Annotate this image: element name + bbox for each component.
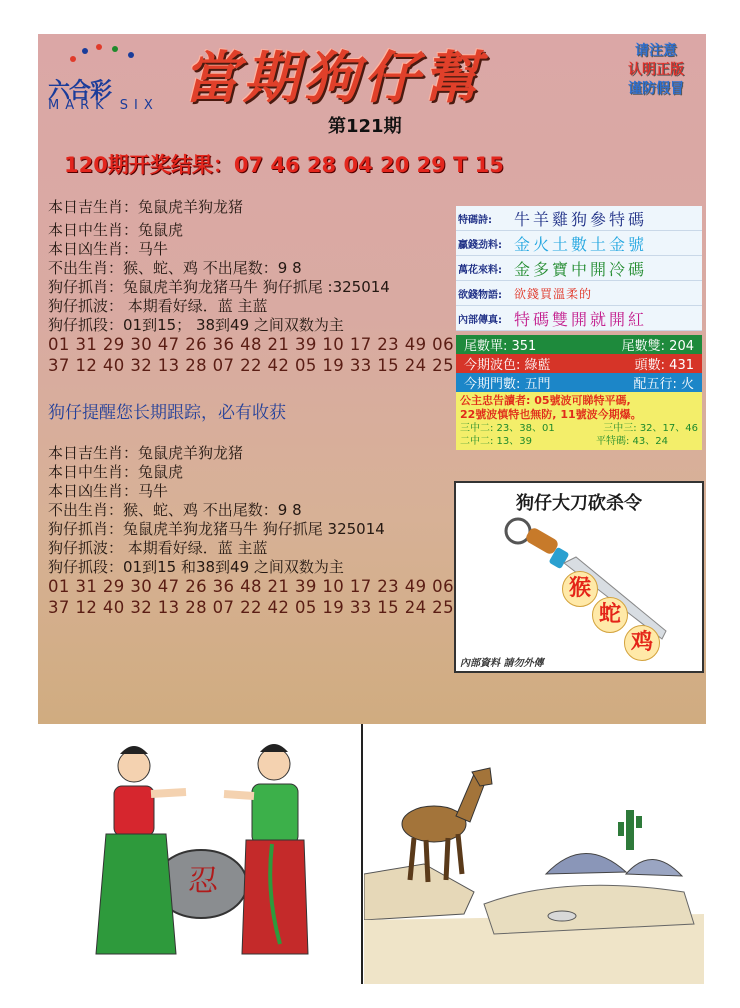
panel-label: 內部傳真: bbox=[458, 314, 502, 326]
lucky-zodiac: 本日吉生肖：兔鼠虎羊狗龙猪 bbox=[48, 198, 244, 216]
combo-3-3: 三中三: 32、17、46 bbox=[603, 423, 698, 434]
hit-zodiac: 本日中生肖：兔鼠虎 bbox=[48, 221, 184, 239]
panel-row-winning bbox=[456, 231, 702, 256]
advice-box bbox=[456, 392, 702, 450]
illustration-divider bbox=[361, 724, 363, 984]
horse-drawing bbox=[364, 724, 704, 984]
zodiac-snake: 蛇 bbox=[592, 597, 628, 633]
unlucky-zodiac: 本日凶生肖：马牛 bbox=[48, 240, 169, 258]
tail-even: 尾數雙: 204 bbox=[621, 339, 694, 354]
tail-odd: 尾數單: 351 bbox=[464, 339, 537, 354]
combo-3-2: 三中二: 23、38、01 bbox=[460, 423, 555, 434]
page-title: 當期狗仔幫 bbox=[183, 45, 483, 111]
picked-color: 狗仔抓波： 本期看好绿．蓝 主蓝 bbox=[48, 539, 268, 557]
lucky-zodiac: 本日吉生肖：兔鼠虎羊狗龙猪 bbox=[48, 444, 244, 462]
excluded-zodiac: 不出生肖：猴、蛇、鸡 不出尾数：9 8 bbox=[48, 501, 302, 519]
advice-line-2: 22號波慎特也無防, 11號波今期爆。 bbox=[460, 408, 642, 421]
info-panel bbox=[456, 206, 702, 450]
panel-value: 欲錢買溫柔的 bbox=[514, 286, 593, 301]
sword-title: 狗仔大刀砍杀令 bbox=[516, 493, 642, 514]
zodiac-monkey: 猴 bbox=[562, 571, 598, 607]
sword-kill-box bbox=[454, 481, 704, 673]
zodiac-rooster: 鸡 bbox=[624, 625, 660, 661]
notice-line-1: 请注意 bbox=[635, 43, 677, 59]
door-number: 今期門數: 五門 bbox=[464, 377, 551, 392]
panel-row-poem bbox=[456, 206, 702, 231]
picked-range: 狗仔抓段：01到15 和38到49 之间双数为主 bbox=[48, 558, 344, 576]
number-list-2: 37 12 40 32 13 28 07 22 42 05 19 33 15 24 25 bbox=[48, 356, 454, 375]
number-list-1: 01 31 29 30 47 26 36 48 21 39 10 17 23 49 06 bbox=[48, 335, 454, 354]
panel-value: 特碼雙開就開紅 bbox=[514, 309, 648, 329]
panel-value: 牛羊雞狗參特碼 bbox=[514, 209, 648, 229]
panel-label: 欲錢物語: bbox=[458, 289, 502, 301]
horse-desert-illustration bbox=[364, 724, 704, 984]
stone-character: 忍 bbox=[188, 864, 218, 899]
wave-color: 今期波色: 綠藍 bbox=[464, 358, 551, 373]
prediction-block-2 bbox=[48, 444, 454, 617]
five-elements: 配五行: 火 bbox=[633, 377, 694, 392]
combo-2-2: 二中二: 13、39 bbox=[460, 436, 532, 447]
hit-zodiac: 本日中生肖：兔鼠虎 bbox=[48, 463, 184, 481]
tracking-tip: 狗仔提醒您长期跟踪，必有收获 bbox=[48, 403, 286, 423]
prediction-block-1 bbox=[48, 198, 454, 375]
authentic-notice bbox=[608, 42, 704, 99]
tail-number-bar bbox=[456, 335, 702, 354]
number-list-2: 37 12 40 32 13 28 07 22 42 05 19 33 15 24 25 bbox=[48, 598, 454, 617]
picked-zodiac: 狗仔抓肖：兔鼠虎羊狗龙猪马牛 狗仔抓尾 :325014 bbox=[48, 278, 390, 296]
picked-range: 狗仔抓段：01到15； 38到49 之间双数为主 bbox=[48, 316, 344, 334]
flat-special: 平特碼: 43、24 bbox=[596, 436, 668, 447]
notice-line-3: 谨防假冒 bbox=[628, 81, 684, 97]
combo-row-1 bbox=[460, 422, 698, 435]
logo-dots-icon bbox=[68, 42, 148, 72]
number-list-1: 01 31 29 30 47 26 36 48 21 39 10 17 23 49 06 bbox=[48, 577, 454, 596]
panel-value: 金火土數土金號 bbox=[514, 234, 648, 254]
excluded-zodiac: 不出生肖：猴、蛇、鸡 不出尾数：9 8 bbox=[48, 259, 302, 277]
notice-line-2: 认明正版 bbox=[628, 62, 684, 78]
panel-label: 萬花來料: bbox=[458, 264, 502, 276]
panel-row-story bbox=[456, 281, 702, 306]
logo-text: 六合彩 bbox=[48, 79, 112, 104]
unlucky-zodiac: 本日凶生肖：马牛 bbox=[48, 482, 169, 500]
wave-color-bar bbox=[456, 354, 702, 373]
sword-footer: 內部資料 請勿外傳 bbox=[460, 658, 544, 669]
panel-row-flowers bbox=[456, 256, 702, 281]
advice-line-1: 公主忠告讀者: 05號波可睇特平碼, bbox=[460, 394, 631, 407]
picked-zodiac: 狗仔抓肖：兔鼠虎羊狗龙猪马牛 狗仔抓尾 325014 bbox=[48, 520, 385, 538]
panel-row-fax bbox=[456, 306, 702, 331]
two-women-illustration bbox=[36, 724, 362, 984]
poster-panel bbox=[38, 34, 706, 724]
combo-row-2 bbox=[460, 435, 698, 448]
issue-number: 第121期 bbox=[328, 116, 402, 137]
women-drawing bbox=[36, 724, 362, 984]
door-number-bar bbox=[456, 373, 702, 392]
panel-label: 贏錢劲料: bbox=[458, 239, 502, 251]
picked-color: 狗仔抓波： 本期看好绿．蓝 主蓝 bbox=[48, 297, 268, 315]
panel-label: 特碼詩: bbox=[458, 214, 492, 226]
panel-value: 金多寶中開冷碼 bbox=[514, 259, 648, 279]
draw-result: 120期开奖结果：07 46 28 04 20 29 T 15 bbox=[64, 153, 504, 177]
head-number: 頭數: 431 bbox=[634, 358, 694, 373]
advice-text bbox=[460, 394, 698, 422]
logo-subtitle: MARK SIX bbox=[48, 98, 159, 113]
